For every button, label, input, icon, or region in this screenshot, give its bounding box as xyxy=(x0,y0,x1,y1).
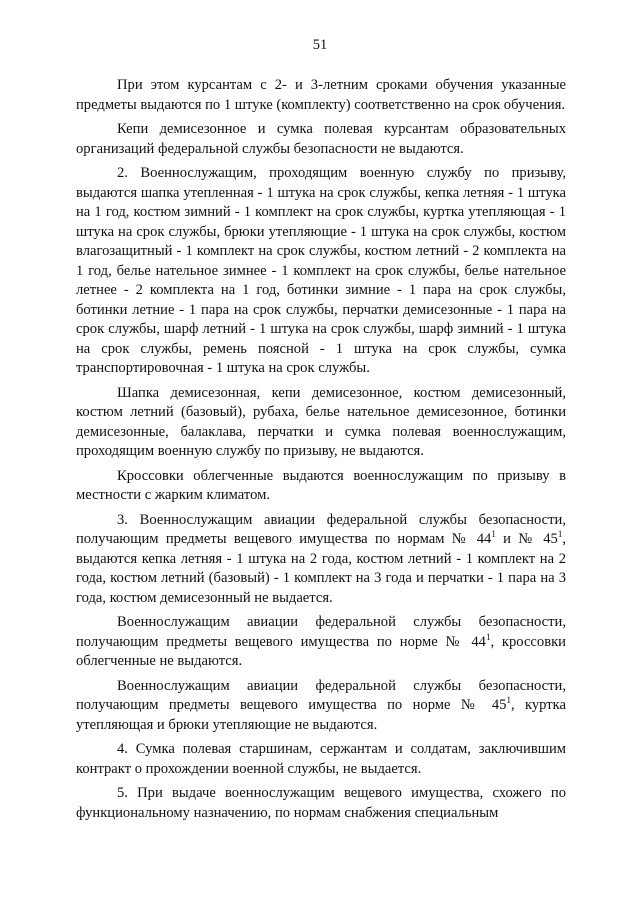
paragraph-text: 3. Военнослужащим авиации федеральной службы безопасности, получающим предметы вещевого имущества по нормам № 44 xyxy=(76,511,566,547)
footnote-superscript: 1 xyxy=(485,631,491,642)
paragraph-sneakers-hot-climate: Кроссовки облегченные выдаются военнослужащим по призыву в местности с жарким климатом. xyxy=(76,467,566,503)
paragraph-text: , куртка утепляющая и брюки утепляющие не выдаются. xyxy=(76,697,566,733)
footnote-superscript: 1 xyxy=(557,529,563,540)
paragraph-cadets-not-issued: Кепи демисезонное и сумка полевая курсантам образовательных организаций федеральной службы безопасности не выдаются. xyxy=(76,121,566,157)
paragraph-aviation-norms-44-45 xyxy=(76,511,566,609)
paragraph-text: Военнослужащим авиации федеральной службы безопасности, получающим предметы вещевого имущества по норме № 45 xyxy=(76,677,566,713)
paragraph-text: и № 45 xyxy=(495,531,558,547)
paragraph-conscripts-issue-list: 2. Военнослужащим, проходящим военную службу по призыву, выдаются шапка утепленная - 1 штука на срок службы, кепка летняя - 1 штука на 1 год, костюм зимний - 1 комплект на срок службы, куртка утепляющая - 1 штука на срок службы, брюки утепляющие - 1 штука на срок службы, костюм влагозащитный - 1 комплект на срок службы, костюм летний - 2 комплекта на 1 год, белье нательное зимнее - 1 комплект на срок службы, белье нательное летнее - 2 комплекта на 1 год, ботинки зимние - 1 пара на срок службы, ботинки летние - 1 пара на срок службы, перчатки демисезонные - 1 пара на срок службы, шарф летний - 1 штука на срок службы, шарф зимний - 1 штука на срок службы, ремень поясной - 1 штука на срок службы, сумка транспортировочная - 1 штука на срок службы. xyxy=(76,165,566,376)
paragraph-text: , кроссовки облегченные не выдаются. xyxy=(76,633,566,669)
page-number: 51 xyxy=(312,37,328,53)
paragraph-field-bag-contract: 4. Сумка полевая старшинам, сержантам и солдатам, заключившим контракт о прохождении военной службы, не выдается. xyxy=(76,741,566,777)
paragraph-aviation-norm-45 xyxy=(76,677,566,736)
paragraph-text: , выдаются кепка летняя - 1 штука на 2 года, костюм летний - 1 комплект на 2 года, костюм летний (базовый) - 1 комплект на 3 года и перчатки - 1 пара на 3 года, костюм демисезонный не выдается. xyxy=(76,531,566,606)
paragraph-course-terms: При этом курсантам с 2- и 3-летним сроками обучения указанные предметы выдаются по 1 штуке (комплекту) соответственно на срок обучения. xyxy=(76,77,566,113)
document-body xyxy=(76,76,566,823)
footnote-superscript: 1 xyxy=(506,695,511,706)
paragraph-aviation-norm-44 xyxy=(76,613,566,672)
paragraph-text: Военнослужащим авиации федеральной службы безопасности, получающим предметы вещевого имущества по норме № 44 xyxy=(76,614,566,650)
paragraph-similar-items-issue: 5. При выдаче военнослужащим вещевого имущества, схожего по функциональному назначению, по нормам снабжения специальным xyxy=(76,785,566,821)
footnote-superscript: 1 xyxy=(491,529,496,540)
paragraph-conscripts-not-issued: Шапка демисезонная, кепи демисезонное, костюм демисезонный, костюм летний (базовый), рубаха, белье нательное демисезонное, ботинки демисезонные, балаклава, перчатки и сумка полевая военнослужащим, проходящим военную службу по призыву, не выдаются. xyxy=(76,384,566,459)
